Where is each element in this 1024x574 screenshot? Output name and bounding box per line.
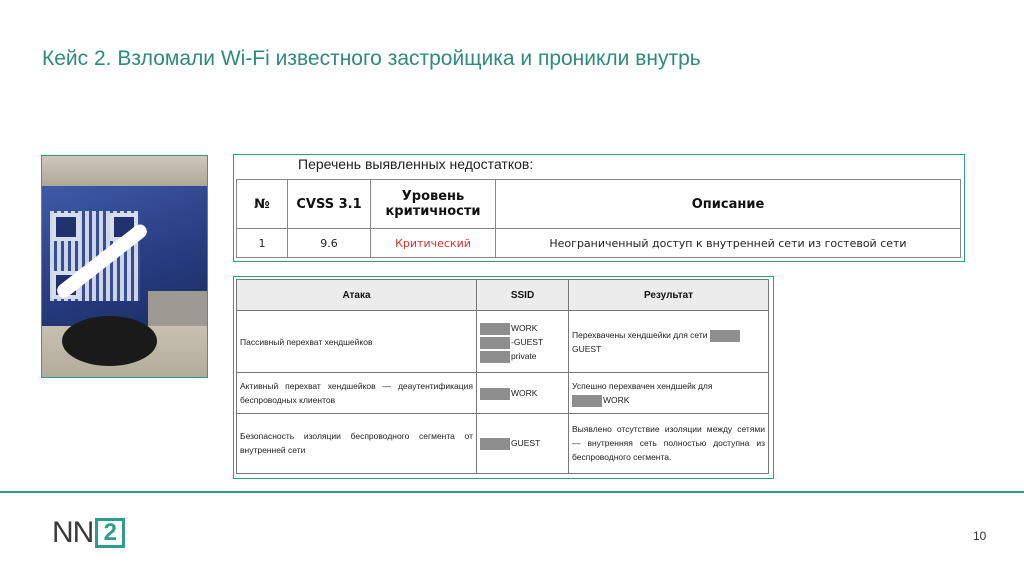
ssid-value: GUEST: [511, 438, 541, 449]
redaction-box: [710, 330, 740, 342]
router-photo: [41, 155, 208, 378]
header-result: Результат: [569, 280, 769, 311]
header-attack: Атака: [237, 280, 477, 311]
finding-cvss: 9.6: [288, 229, 371, 258]
header-cvss: CVSS 3.1: [288, 180, 371, 229]
ssid-value: WORK: [511, 388, 538, 399]
ssid-cell: [477, 311, 569, 373]
findings-row: [237, 229, 961, 258]
ssid-cell: [477, 413, 569, 473]
router-device: [62, 316, 157, 366]
result-network: GUEST: [572, 343, 602, 354]
finding-severity: Критический: [371, 229, 496, 258]
finding-description: Неограниченный доступ к внутренней сети из гостевой сети: [496, 229, 961, 258]
ssid-value: WORK: [511, 322, 538, 333]
ssid-cell: [477, 373, 569, 413]
attack-cell: Пассивный перехват хендшейков: [237, 311, 477, 373]
result-cell: [569, 373, 769, 413]
findings-header-row: [237, 180, 961, 229]
attack-cell: Активный перехват хендшейков — деаутентификация беспроводных клиентов: [237, 373, 477, 413]
redaction-box: [572, 395, 602, 407]
result-text: Перехвачены хендшейки для сети: [572, 329, 708, 340]
result-text: Успешно перехвачен хендшейк для: [572, 381, 713, 392]
attacks-table: [236, 279, 769, 474]
page-number: 10: [973, 529, 987, 543]
attacks-header-row: [237, 280, 769, 311]
redaction-box: [480, 323, 510, 335]
finding-number: 1: [237, 229, 288, 258]
findings-table-panel: [233, 154, 965, 262]
company-logo: [52, 514, 125, 552]
findings-caption: Перечень выявленных недостатков:: [298, 156, 534, 172]
header-number: №: [237, 180, 288, 229]
table-row: [237, 311, 769, 373]
header-severity: Уровень критичности: [371, 180, 496, 229]
result-cell: Выявлено отсутствие изоляции между сетями — внутренняя сеть полностью доступна из беспроводного сегмента.: [569, 413, 769, 473]
footer-divider: [0, 491, 1024, 493]
slide-title: Кейс 2. Взломали Wi-Fi известного застройщика и проникли внутрь: [42, 47, 701, 70]
redaction-box: [480, 438, 510, 450]
result-cell: [569, 311, 769, 373]
attacks-table-panel: [233, 276, 774, 479]
qr-finder-top-left: [52, 213, 80, 241]
redaction-box: [480, 337, 510, 349]
logo-text: NN: [52, 516, 94, 549]
header-ssid: SSID: [477, 280, 569, 311]
result-network: WORK: [603, 395, 630, 406]
header-description: Описание: [496, 180, 961, 229]
attack-cell: Безопасность изоляции беспроводного сегмента от внутренней сети: [237, 413, 477, 473]
redaction-box: [148, 291, 207, 326]
table-row: [237, 373, 769, 413]
logo-digit-box: 2: [95, 518, 125, 548]
table-row: [237, 413, 769, 473]
redaction-box: [480, 351, 510, 363]
ssid-value: -GUEST: [511, 336, 544, 347]
redaction-box: [480, 388, 510, 400]
ssid-value: private: [511, 350, 537, 361]
findings-table: [236, 179, 961, 258]
